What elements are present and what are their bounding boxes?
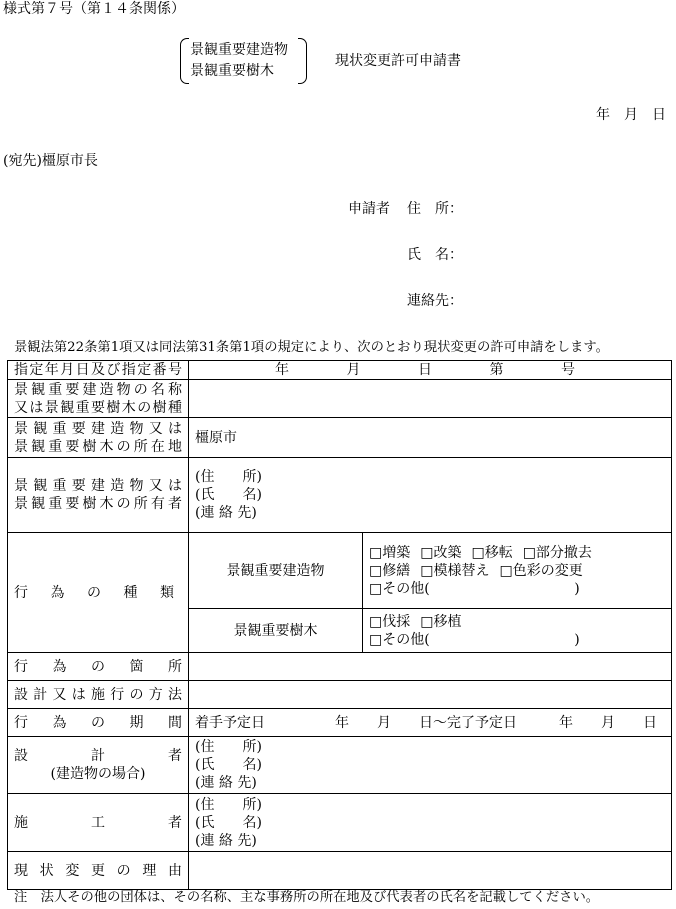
table-row [8,794,672,852]
option-color-change[interactable]: □色彩の変更 [499,562,583,579]
applicant-name-field[interactable]: 氏 名： [407,247,463,263]
designer-contact: (連 絡 先) [195,775,257,791]
intro-text: 景観法第22条第1項又は同法第31条第1項の規定により、次のとおり現状変更の許可申請をします。 [14,340,609,355]
designer-address: (住 所) [195,739,262,755]
building-other-close: ) [574,580,580,597]
contractor-value[interactable] [189,794,672,852]
option-transplant[interactable]: □移植 [420,613,462,630]
application-table [7,360,672,890]
contractor-name: (氏 名) [195,814,262,831]
name-label: 景観重要建造物の名称 又は景観重要樹木の樹種 [8,380,189,418]
building-options[interactable] [363,533,672,609]
owner-value[interactable] [189,458,672,533]
option-extension[interactable]: □増築 [369,544,411,561]
designation-value[interactable] [189,361,672,380]
building-label: 景観重要建造物 [189,533,363,609]
table-row [8,458,672,533]
designer-label: 設計者 [14,748,182,764]
designation-label: 指定年月日及び指定番号 [8,361,189,380]
date-line: 年 月 日 [596,107,666,123]
footnote: 注 法人その他の団体は、その名称、主な事務所の所在地及び代表者の氏名を記載してください。 [14,890,600,905]
designation-no: 第 [489,362,504,378]
period-value[interactable]: 着手予定日 年 月 日～完了予定日 年 月 日 [189,709,672,737]
table-row [8,737,672,794]
location-label: 景観重要建造物又は 景観重要樹木の所在地 [8,418,189,458]
table-row [8,361,672,380]
owner-address: (住 所) [195,469,262,485]
bracket-item-building: 景観重要建造物 [190,42,288,58]
act-place-value[interactable] [189,653,672,681]
bracket-item-tree: 景観重要樹木 [190,63,274,79]
contractor-contact: (連 絡 先) [195,832,257,849]
table-row [8,380,672,418]
tree-options[interactable] [363,609,672,653]
option-partial-removal[interactable]: □部分撤去 [522,544,592,561]
option-relocation[interactable]: □移転 [471,544,513,561]
designation-day: 日 [418,362,432,378]
designer-label-cell [8,737,189,794]
act-type-label: 行為の種類 [8,533,189,653]
contractor-label: 施工者 [8,794,189,852]
tree-other-close: ) [574,631,580,648]
option-repair[interactable]: □修繕 [369,562,411,579]
owner-contact: (連 絡 先) [195,505,257,521]
designation-go: 号 [561,362,575,378]
method-label: 設計又は施行の方法 [8,681,189,709]
name-value[interactable] [189,380,672,418]
designation-month: 月 [346,362,361,378]
table-row [8,852,672,890]
applicant-label: 申請者 [348,201,390,217]
document-title: 現状変更許可申請書 [335,53,461,69]
location-value[interactable]: 橿原市 [189,418,672,458]
designation-year: 年 [275,362,289,378]
owner-name: (氏 名) [195,487,262,503]
right-bracket [298,38,307,84]
option-remodel[interactable]: □模様替え [420,562,490,579]
tree-label: 景観重要樹木 [189,609,363,653]
option-tree-other[interactable]: □その他( [369,631,430,648]
form-number: 様式第７号（第１４条関係） [3,1,185,17]
left-bracket [180,38,189,84]
table-row [8,681,672,709]
designer-value[interactable] [189,737,672,794]
contractor-address: (住 所) [195,796,262,813]
addressee: (宛先)橿原市長 [3,153,98,169]
reason-label: 現状変更の理由 [8,852,189,890]
applicant-contact-field[interactable]: 連絡先： [407,293,463,309]
period-label: 行為の期間 [8,709,189,737]
option-felling[interactable]: □伐採 [369,613,411,630]
table-row [8,709,672,737]
act-place-label: 行為の箇所 [8,653,189,681]
reason-value[interactable] [189,852,672,890]
option-rebuild[interactable]: □改築 [420,544,462,561]
option-building-other[interactable]: □その他( [369,580,430,597]
applicant-address-field[interactable]: 住 所： [407,201,463,217]
designer-sub: (建造物の場合) [50,766,146,782]
method-value[interactable] [189,681,672,709]
table-row [8,418,672,458]
owner-label: 景観重要建造物又は 景観重要樹木の所有者 [8,458,189,533]
designer-name: (氏 名) [195,757,262,773]
table-row [8,533,672,609]
table-row [8,653,672,681]
